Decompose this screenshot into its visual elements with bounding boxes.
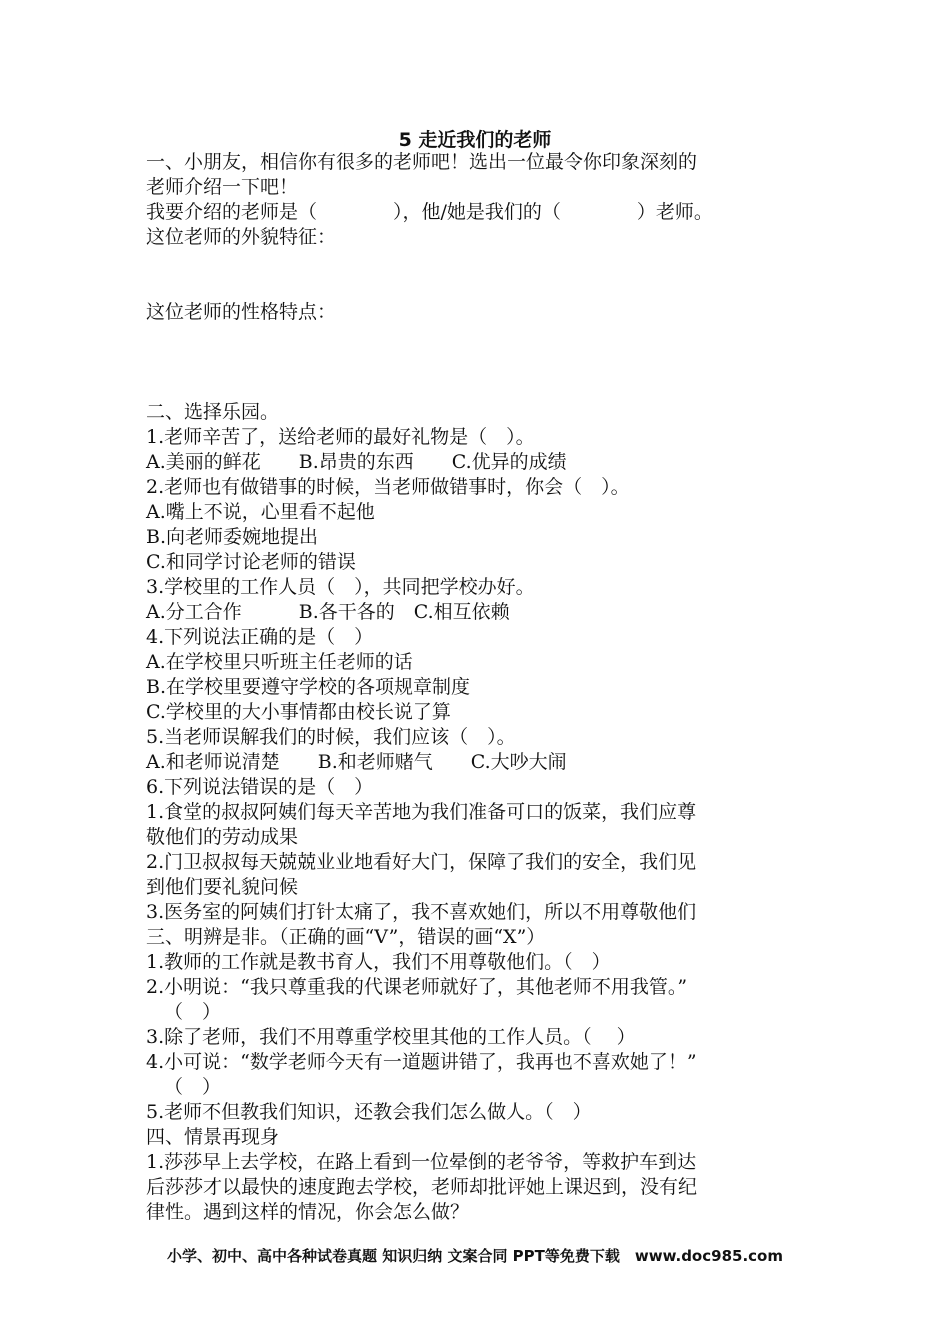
section2-question-5-options: A.和老师说清楚 B.和老师赌气 C.大吵大闹 — [146, 751, 567, 773]
section3-statement-2-line1: 2.小明说：“我只尊重我的代课老师就好了，其他老师不用我管。” — [146, 976, 688, 998]
section3-statement-1: 1.教师的工作就是教书育人，我们不用尊敬他们。（ ） — [146, 951, 611, 973]
section3-heading: 三、明辨是非。（正确的画“V”，错误的画“X”） — [146, 926, 546, 948]
page-title: 5 走近我们的老师 — [398, 129, 552, 151]
section2-question-2-option-c: C.和同学讨论老师的错误 — [146, 551, 356, 573]
section2-question-4-option-a: A.在学校里只听班主任老师的话 — [146, 651, 413, 673]
section1-appearance-prompt: 这位老师的外貌特征： — [146, 226, 337, 248]
section2-question-6-item-1-line2: 敬他们的劳动成果 — [146, 826, 299, 848]
section2-question-6-item-1-line1: 1.食堂的叔叔阿姨们每天辛苦地为我们准备可口的饭菜，我们应尊 — [146, 801, 697, 823]
section2-question-2-option-b: B.向老师委婉地提出 — [146, 526, 319, 548]
footer-download-notice: 小学、初中、高中各种试卷真题 知识归纳 文案合同 PPT等免费下载 www.doc985.com — [167, 1247, 783, 1265]
section1-intro-line2: 老师介绍一下吧！ — [146, 176, 299, 198]
section2-question-2: 2.老师也有做错事的时候，当老师做错事时，你会（ ）。 — [146, 476, 630, 498]
section3-statement-4-line2: （ ） — [164, 1076, 222, 1098]
section2-question-4-option-b: B.在学校里要遵守学校的各项规章制度 — [146, 676, 471, 698]
section2-question-1: 1.老师辛苦了，送给老师的最好礼物是（ ）。 — [146, 426, 535, 448]
section2-question-6-item-2-line2: 到他们要礼貌问候 — [146, 876, 299, 898]
section2-question-4: 4.下列说法正确的是（ ） — [146, 626, 374, 648]
section1-fill-in-line: 我要介绍的老师是（ ），他/她是我们的（ ）老师。 — [146, 201, 713, 223]
section4-scenario-line2: 后莎莎才以最快的速度跑去学校，老师却批评她上课迟到，没有纪 — [146, 1176, 698, 1198]
section3-statement-4-line1: 4.小可说：“数学老师今天有一道题讲错了，我再也不喜欢她了！” — [146, 1051, 697, 1073]
section2-heading: 二、选择乐园。 — [146, 401, 280, 423]
section2-question-4-option-c: C.学校里的大小事情都由校长说了算 — [146, 701, 451, 723]
section1-personality-prompt: 这位老师的性格特点： — [146, 301, 337, 323]
section2-question-1-options: A.美丽的鲜花 B.昂贵的东西 C.优异的成绩 — [146, 451, 567, 473]
section4-scenario-line3: 律性。遇到这样的情况，你会怎么做？ — [146, 1201, 470, 1223]
section2-question-6-item-2-line1: 2.门卫叔叔每天兢兢业业地看好大门，保障了我们的安全，我们见 — [146, 851, 697, 873]
section2-question-3-options: A.分工合作 B.各干各的 C.相互依赖 — [146, 601, 510, 623]
section2-question-6: 6.下列说法错误的是（ ） — [146, 776, 374, 798]
section2-question-5: 5.当老师误解我们的时候，我们应该（ ）。 — [146, 726, 516, 748]
section4-scenario-line1: 1.莎莎早上去学校，在路上看到一位晕倒的老爷爷，等救护车到达 — [146, 1151, 697, 1173]
section3-statement-3: 3.除了老师，我们不用尊重学校里其他的工作人员。（ ） — [146, 1026, 636, 1048]
section2-question-6-item-3: 3.医务室的阿姨们打针太痛了，我不喜欢她们，所以不用尊敬他们 — [146, 901, 697, 923]
section3-statement-5: 5.老师不但教我们知识，还教会我们怎么做人。（ ） — [146, 1101, 592, 1123]
section3-statement-2-line2: （ ） — [164, 1001, 222, 1023]
section2-question-3: 3.学校里的工作人员（ ），共同把学校办好。 — [146, 576, 535, 598]
section1-intro-line1: 一、小朋友，相信你有很多的老师吧！选出一位最令你印象深刻的 — [146, 151, 698, 173]
section2-question-2-option-a: A.嘴上不说，心里看不起他 — [146, 501, 375, 523]
section4-heading: 四、情景再现身 — [146, 1126, 280, 1148]
